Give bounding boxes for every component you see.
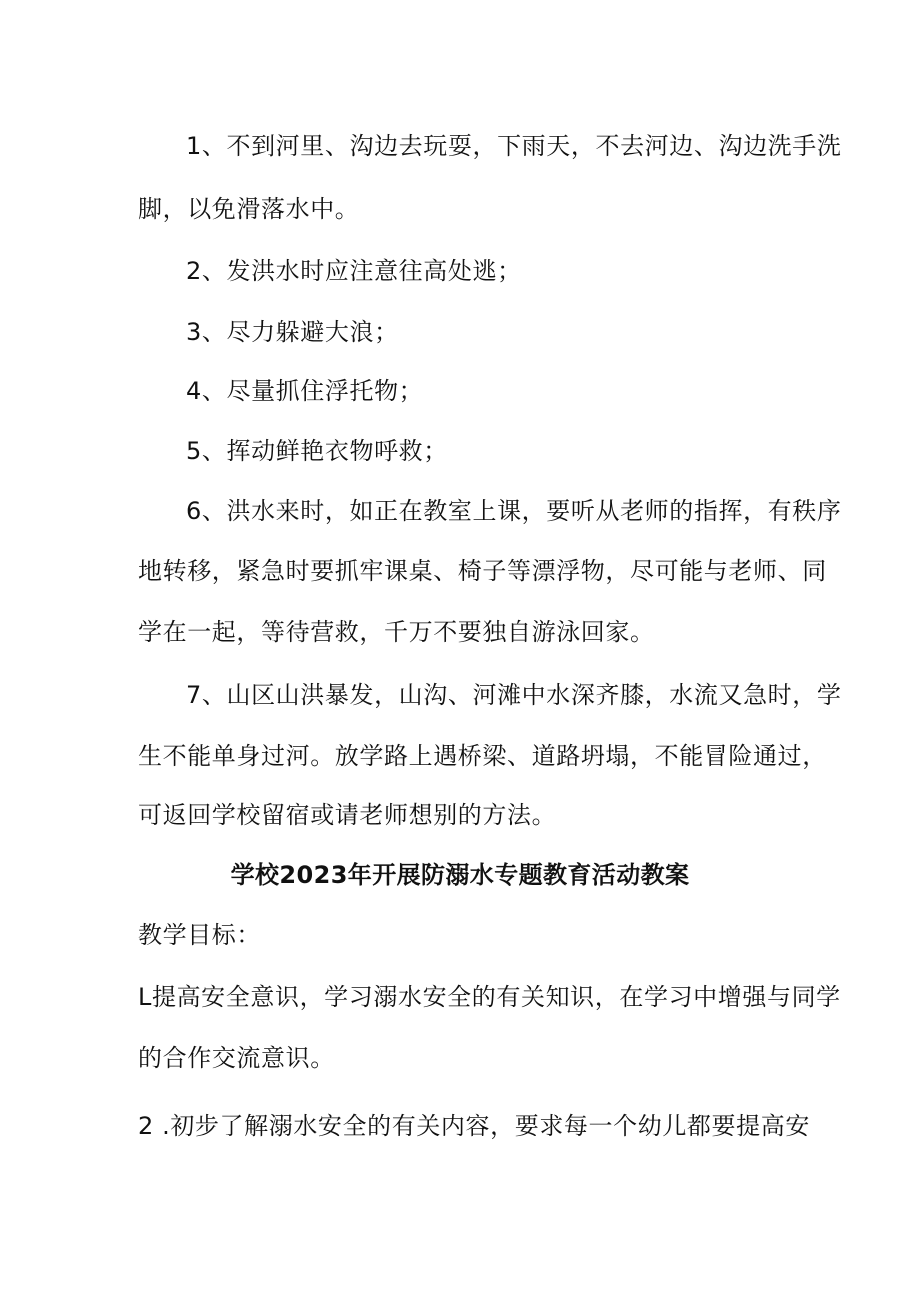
item-5: 5、挥动鲜艳衣物呼救； (186, 437, 448, 465)
item-1-line-1: 1、不到河里、沟边去玩耍，下雨天，不去河边、沟边洗手洗 (186, 132, 842, 160)
item-2: 2、发洪水时应注意往高处逃； (186, 257, 522, 285)
item-4: 4、尽量抓住浮托物； (186, 377, 424, 405)
item-7-line-3: 可返回学校留宿或请老师想别的方法。 (138, 801, 557, 829)
goal-1-line-2: 的合作交流意识。 (138, 1044, 335, 1072)
item-6-line-1: 6、洪水来时，如正在教室上课，要听从老师的指挥，有秩序 (186, 497, 842, 525)
section-title: 学校2023年开展防溺水专题教育活动教案 (230, 861, 690, 889)
item-7-line-1: 7、山区山洪暴发，山沟、河滩中水深齐膝，水流又急时，学 (186, 681, 842, 709)
item-3: 3、尽力躲避大浪； (186, 318, 399, 346)
item-6-line-3: 学在一起，等待营救，千万不要独自游泳回家。 (138, 618, 655, 646)
item-6-line-2: 地转移，紧急时要抓牢课桌、椅子等漂浮物，尽可能与老师、同 (138, 557, 827, 585)
item-1-line-2: 脚，以免滑落水中。 (138, 195, 360, 223)
goals-heading: 教学目标： (138, 921, 261, 949)
goal-2-line-1: 2 .初步了解溺水安全的有关内容，要求每一个幼儿都要提高安 (138, 1112, 810, 1140)
item-7-line-2: 生不能单身过河。放学路上遇桥梁、道路坍塌，不能冒险通过， (138, 742, 827, 770)
goal-1-line-1: L提高安全意识，学习溺水安全的有关知识，在学习中增强与同学 (138, 983, 841, 1011)
